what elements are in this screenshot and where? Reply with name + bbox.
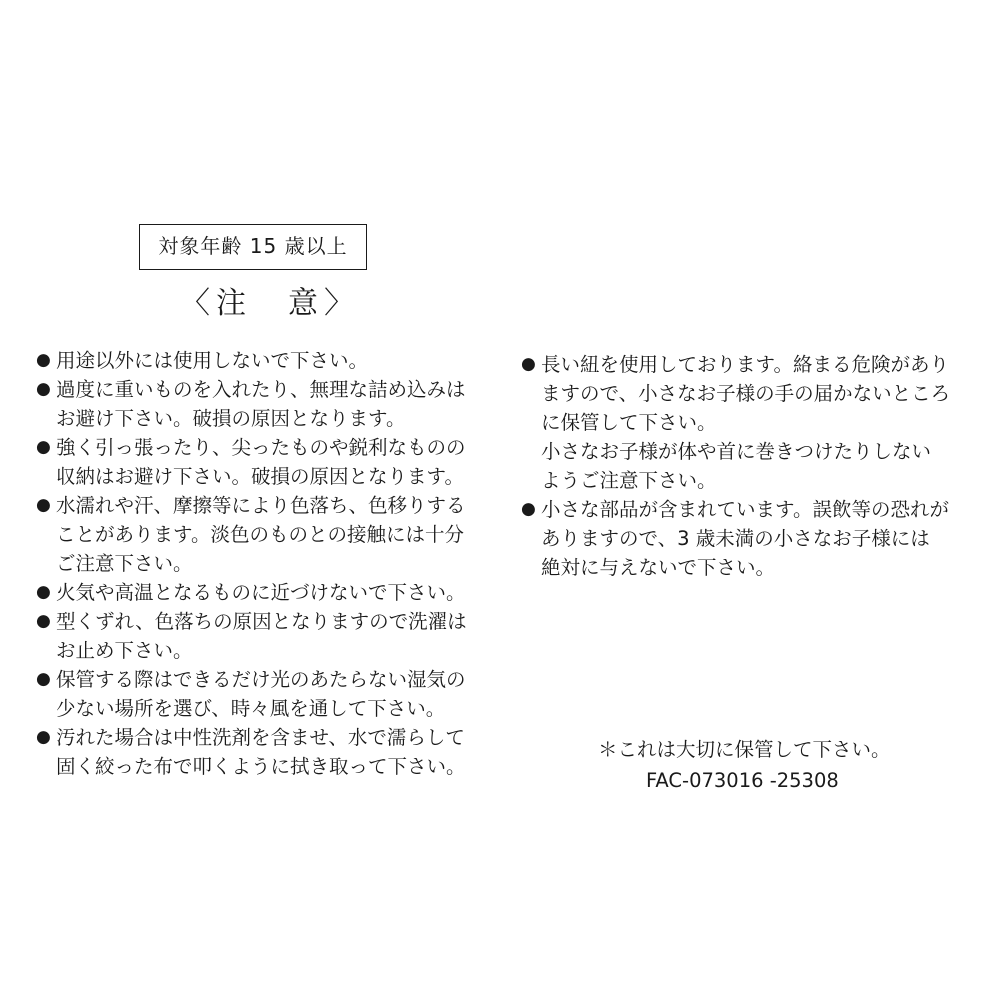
caution-list-right [521,350,971,582]
age-label-box: 対象年齢 15 歳以上 [139,224,367,270]
bullet-icon: ● [36,437,51,457]
item-line: 強く引っ張ったり、尖ったものや鋭利なものの [56,436,466,459]
bullet-icon: ● [36,611,51,631]
item-line: ますので、小さなお子様の手の届かないところ [541,382,951,405]
bullet-icon: ● [36,669,51,689]
item-line: 水濡れや汗、摩擦等により色落ち、色移りする [56,494,466,517]
item-line: 汚れた場合は中性洗剤を含ませ、水で濡らして [56,726,465,749]
item-line: 保管する際はできるだけ光のあたらない湿気の [56,668,466,691]
storage-note: ＊これは大切に保管して下さい。 [598,738,891,761]
list-item [36,723,486,781]
list-item [36,346,486,375]
bullet-icon: ● [36,495,51,515]
item-line: ようご注意下さい。 [541,469,717,492]
list-item [36,433,486,491]
item-line: 火気や高温となるものに近づけないで下さい。 [56,581,466,604]
item-line: 小さなお子様が体や首に巻きつけたりしない [541,440,932,463]
product-code: FAC-073016 -25308 [646,769,839,792]
item-line: 少ない場所を選び、時々風を通して下さい。 [56,697,446,720]
bullet-icon: ● [36,727,51,747]
item-line: 過度に重いものを入れたり、無理な詰め込みは [56,378,466,401]
item-line: ありますので、3 歳未満の小さなお子様には [541,527,930,550]
item-line: 長い紐を使用しております。絡まる危険があり [541,353,949,376]
bullet-icon: ● [36,379,51,399]
item-line: ご注意下さい。 [56,552,193,575]
caution-list-left [36,346,486,781]
item-line: 小さな部品が含まれています。誤飲等の恐れが [541,498,949,521]
item-line: 固く絞った布で叩くように拭き取って下さい。 [56,755,466,778]
item-line: 収納はお避け下さい。破損の原因となります。 [56,465,464,488]
item-line: お止め下さい。 [56,639,193,662]
bullet-icon: ● [521,354,536,374]
list-item [521,350,971,495]
item-line: に保管して下さい。 [541,411,717,434]
item-line: お避け下さい。破損の原因となります。 [56,407,406,430]
list-item [36,578,486,607]
item-line: ことがあります。淡色のものとの接触には十分 [56,523,464,546]
list-item [36,665,486,723]
list-item [521,495,971,582]
item-line: 絶対に与えないで下さい。 [541,556,776,579]
caution-heading: 〈注 意〉 [180,286,360,321]
bullet-icon: ● [36,582,51,602]
list-item [36,491,486,578]
bullet-icon: ● [36,350,51,370]
bullet-icon: ● [521,499,536,519]
item-line: 型くずれ、色落ちの原因となりますので洗濯は [56,610,467,633]
item-line: 用途以外には使用しないで下さい。 [56,349,369,372]
list-item [36,375,486,433]
list-item [36,607,486,665]
